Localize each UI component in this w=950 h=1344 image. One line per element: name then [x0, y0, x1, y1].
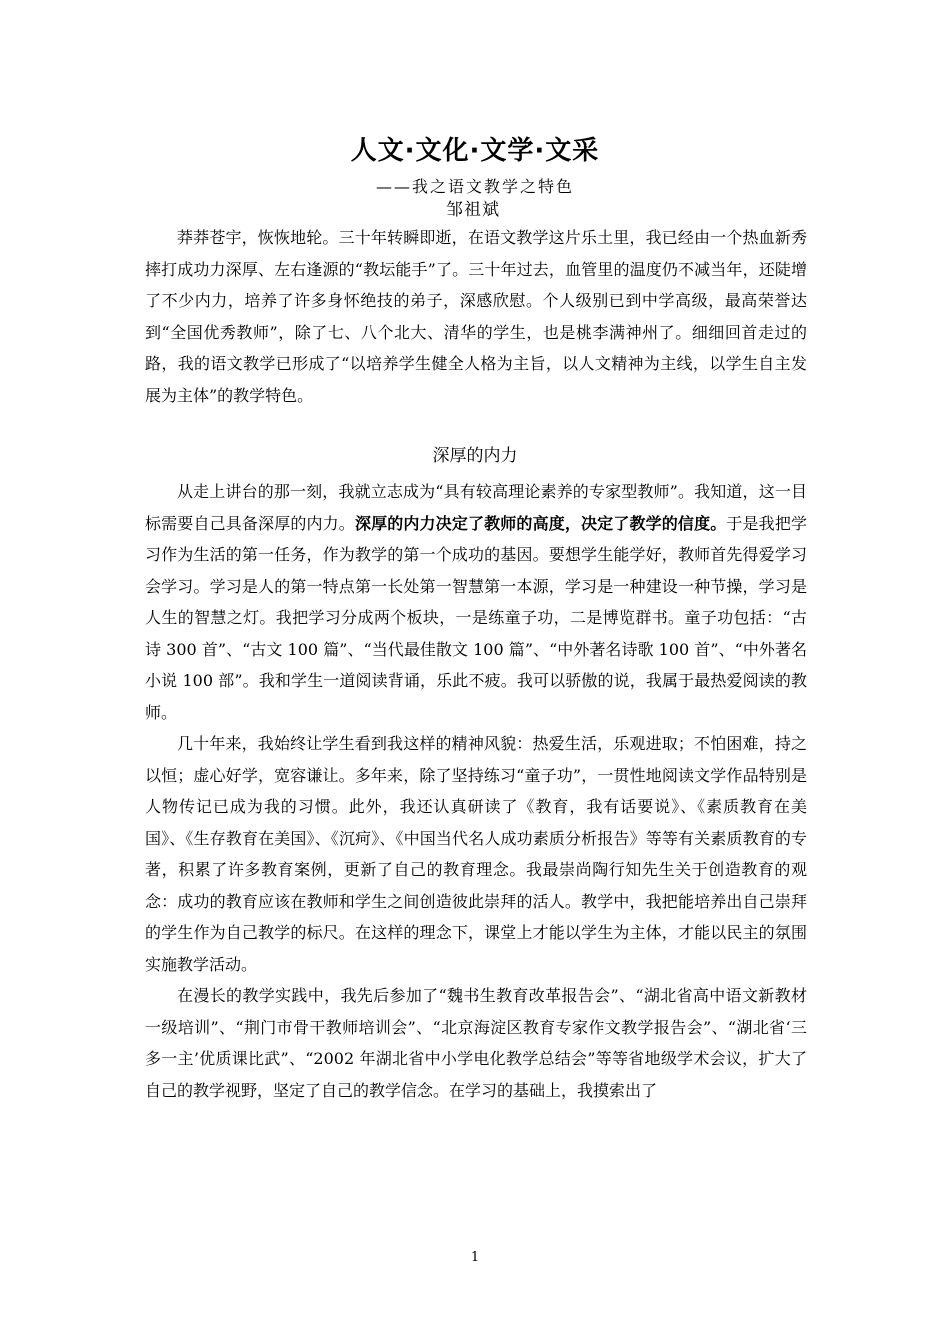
document-title: 人文·文化·文学·文采 — [350, 136, 600, 166]
paragraph-2-emphasis: 深厚的内力决定了教师的高度，决定了教学的信度。 — [354, 513, 727, 533]
paragraph-2 — [145, 476, 807, 728]
document-subtitle: ——我之语文教学之特色 — [375, 177, 574, 196]
intro-paragraph: 莽莽苍宇，恢恢地轮。三十年转瞬即逝，在语文教学这片乐土里，我已经由一个热血新秀摔打成功力深厚、左右逢源的“教坛能手”了。三十年过去，血管里的温度仍不减当年，还陡增了不少内力，培养了许多身怀绝技的弟子，深感欣慰。个人级别已到中学高级，最高荣誉达到“全国优秀教师”，除了七、八个北大、清华的学生，也是桃李满神州了。细细回首走过的路，我的语文教学已形成了“以培养学生健全人格为主旨，以人文精神为主线，以学生自主发展为主体”的教学特色。 — [145, 228, 807, 405]
paragraph-3: 几十年来，我始终让学生看到我这样的精神风貌：热爱生活，乐观进取；不怕困难，持之以恒；虚心好学，宽容谦让。多年来，除了坚持练习“童子功”，一贯性地阅读文学作品特别是人物传记已成为我的习惯。此外，我还认真研读了《教育，我有话要说》、《素质教育在美国》、《生存教育在美国》、《沉疴》、《中国当代名人成功素质分析报告》等等有关素质教育的专著，积累了许多教育案例，更新了自己的教育理念。我最崇尚陶行知先生关于创造教育的观念：成功的教育应该在教师和学生之间创造彼此崇拜的活人。教学中，我把能培养出自己崇拜的学生作为自己教学的标尺。在这样的理念下，课堂上才能以学生为主体，才能以民主的氛围实施教学活动。 — [145, 734, 807, 974]
page-number: 1 — [470, 1250, 480, 1265]
author-name: 邹祖斌 — [446, 200, 500, 220]
paragraph-2-text-start: 从走上讲台的那一刻，我就立志成为“具有较高理论素养的专家型教师”。我知道，这一目标需要自己具备深厚的内力。 — [145, 482, 807, 533]
section-heading: 深厚的内力 — [432, 446, 518, 466]
paragraph-2-text-end: 于是我把学习作为生活的第一任务，作为教学的第一个成功的基因。要想学生能学好，教师首先得爱学习会学习。学习是人的第一特点第一长处第一智慧第一本源，学习是一种建设一种节操，学习是人生的智慧之灯。我把学习分成两个板块，一是练童子功，二是博览群书。童子功包括：“古诗 300 首”、“古文 100 篇”、“当代最佳散文 100 篇”、“中外著名诗歌 100 首”、“中外著名小说 100 部”。我和学生一道阅读背诵，乐此不疲。我可以骄傲的说，我属于最热爱阅读的教师。 — [145, 513, 807, 722]
paragraph-4: 在漫长的教学实践中，我先后参加了“魏书生教育改革报告会”、“湖北省高中语文新教材一级培训”、“荆门市骨干教师培训会”、“北京海淀区教育专家作文教学报告会”、“湖北省‘三多一主’优质课比武”、“2002 年湖北省中小学电化教学总结会”等等省地级学术会议，扩大了自己的教学视野，坚定了自己的教学信念。在学习的基础上，我摸索出了 — [145, 986, 807, 1100]
intro-block — [145, 222, 807, 411]
main-body-block — [145, 476, 807, 1106]
